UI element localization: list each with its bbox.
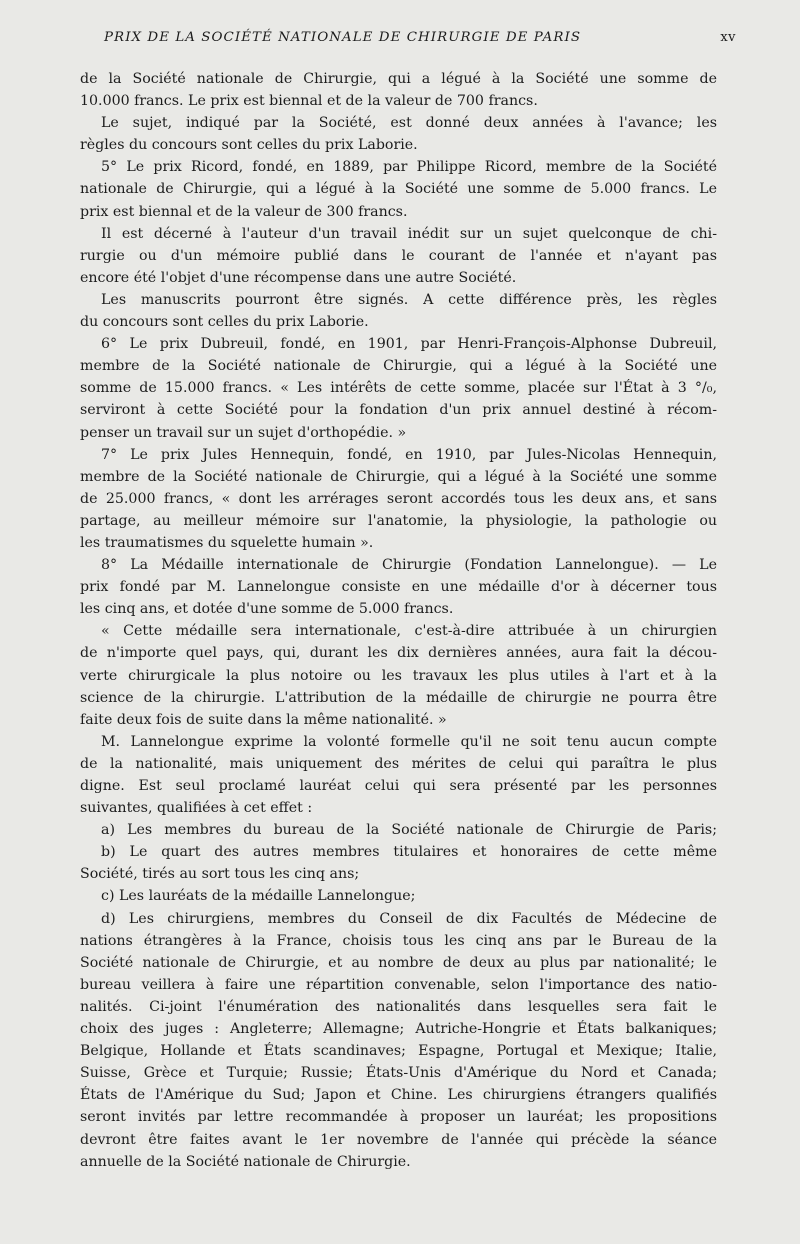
text-line: règles du concours sont celles du prix Laborie. [80,137,418,154]
text-line: prix est biennal et de la valeur de 300 francs. [80,203,408,220]
text-line: nationale de Chirurgie, qui a légué à la Société une somme de 5.000 francs. Le [80,181,717,198]
text-line: les traumatismes du squelette humain ». [80,534,374,551]
text-line: de 25.000 francs, « dont les arrérages seront accordés tous les deux ans, et sans [80,490,717,507]
text-line: Les manuscrits pourront être signés. A cette différence près, les règles [101,291,717,308]
running-header [104,30,734,52]
text-line: Le sujet, indiqué par la Société, est donné deux années à l'avance; les [101,115,717,132]
text-line: faite deux fois de suite dans la même nationalité. » [80,711,447,728]
text-line: devront être faites avant le 1er novembre de l'année qui précède la séance [80,1131,717,1148]
text-line: suivantes, qualifiées à cet effet : [80,800,313,817]
text-line: 10.000 francs. Le prix est biennal et de la valeur de 700 francs. [80,93,538,110]
body-text [80,68,717,1173]
text-line: M. Lannelongue exprime la volonté formelle qu'il ne soit tenu aucun compte [101,733,717,750]
text-line: verte chirurgicale la plus notoire ou les travaux les plus utiles à l'art et à la [80,667,717,684]
text-line: penser un travail sur un sujet d'orthopédie. » [80,424,407,441]
text-line: de la Société nationale de Chirurgie, qui a légué à la Société une somme de [80,71,717,87]
text-line: seront invités par lettre recommandée à proposer un lauréat; les propositions [80,1109,717,1126]
text-line: membre de la Société nationale de Chirurgie, qui a légué à la Société une somme [80,468,717,485]
text-line: annuelle de la Société nationale de Chirurgie. [80,1153,411,1170]
text-line: 8° La Médaille internationale de Chirurgie (Fondation Lannelongue). — Le [101,557,717,574]
text-line: 6° Le prix Dubreuil, fondé, en 1901, par Henri-François-Alphonse Dubreuil, [101,336,717,353]
text-line: nations étrangères à la France, choisis tous les cinq ans par le Bureau de la [80,932,717,949]
text-line: États de l'Amérique du Sud; Japon et Chine. Les chirurgiens étrangers qualifiés [80,1087,717,1104]
text-line: 5° Le prix Ricord, fondé, en 1889, par Philippe Ricord, membre de la Société [101,159,717,176]
text-line: « Cette médaille sera internationale, c'est-à-dire attribuée à un chirurgien [101,623,717,640]
text-line: Suisse, Grèce et Turquie; Russie; États-Unis d'Amérique du Nord et Canada; [80,1065,717,1082]
text-line: 7° Le prix Jules Hennequin, fondé, en 1910, par Jules-Nicolas Hennequin, [101,446,717,463]
text-line: science de la chirurgie. L'attribution de la médaille de chirurgie ne pourra être [80,689,717,706]
text-line: prix fondé par M. Lannelongue consiste en une médaille d'or à décerner tous [80,579,717,596]
text-line: du concours sont celles du prix Laborie. [80,314,369,331]
text-line: encore été l'objet d'une récompense dans une autre Société. [80,269,517,286]
text-line: d) Les chirurgiens, membres du Conseil de dix Facultés de Médecine de [101,910,717,927]
text-line: bureau veillera à faire une répartition convenable, selon l'importance des natio- [80,976,717,993]
text-line: Société, tirés au sort tous les cinq ans; [80,866,360,883]
running-title: PRIX DE LA SOCIÉTÉ NATIONALE DE CHIRURGIE DE PARIS [104,30,582,45]
text-line: de n'importe quel pays, qui, durant les dix dernières années, aura fait la décou- [80,645,717,662]
page-number: xv [720,30,736,45]
text-line: serviront à cette Société pour la fondation d'un prix annuel destiné à récom- [80,402,717,419]
text-line: somme de 15.000 francs. « Les intérêts de cette somme, placée sur l'État à 3 °/₀, [80,380,717,397]
text-line: de la nationalité, mais uniquement des mérites de celui qui paraîtra le plus [80,755,717,772]
text-line: b) Le quart des autres membres titulaires et honoraires de cette même [101,844,717,861]
text-line: nalités. Ci-joint l'énumération des nationalités dans lesquelles sera fait le [80,998,717,1015]
text-line: Il est décerné à l'auteur d'un travail inédit sur un sujet quelconque de chi- [101,225,717,242]
text-line: partage, au meilleur mémoire sur l'anatomie, la physiologie, la pathologie ou [80,512,717,529]
text-line: membre de la Société nationale de Chirurgie, qui a légué à la Société une [80,358,717,375]
text-line: Société nationale de Chirurgie, et au nombre de deux au plus par nationalité; le [80,954,717,971]
text-line: rurgie ou d'un mémoire publié dans le courant de l'année et n'ayant pas [80,247,717,264]
text-line: c) Les lauréats de la médaille Lannelongue; [101,888,416,905]
text-line: a) Les membres du bureau de la Société nationale de Chirurgie de Paris; [101,822,717,839]
text-line: choix des juges : Angleterre; Allemagne; Autriche-Hongrie et États balkaniques; [80,1021,717,1038]
text-line: Belgique, Hollande et États scandinaves; Espagne, Portugal et Mexique; Italie, [80,1043,717,1060]
text-line: digne. Est seul proclamé lauréat celui qui sera présenté par les personnes [80,778,717,794]
text-line: les cinq ans, et dotée d'une somme de 5.000 francs. [80,601,454,618]
